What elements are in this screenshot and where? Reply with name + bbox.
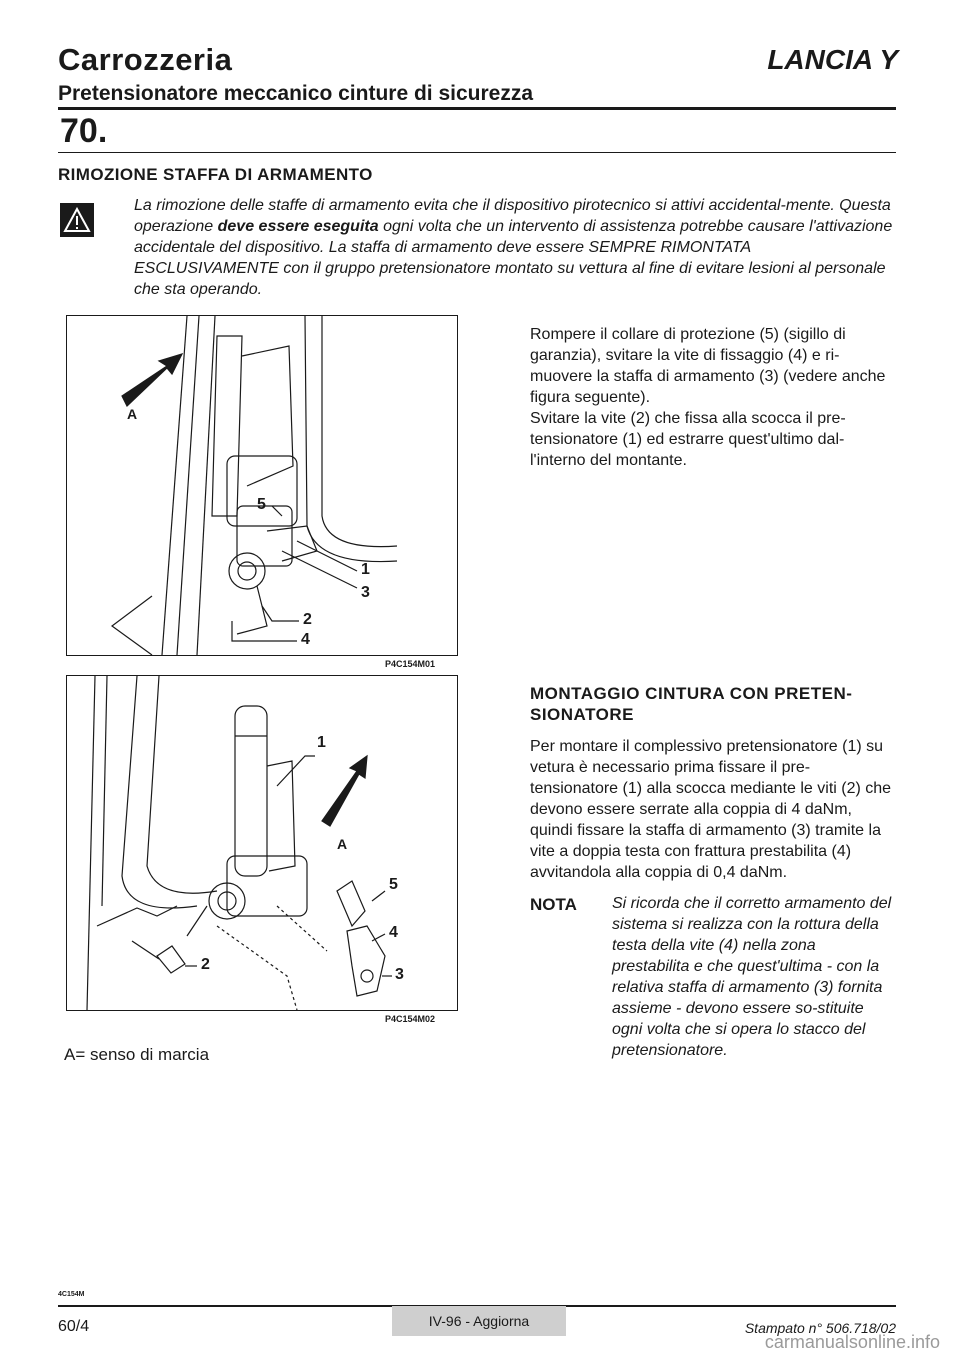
fig2-label-4: 4: [389, 924, 398, 941]
fig1-label-4: 4: [301, 631, 310, 648]
footer-code: 4C154M: [58, 1291, 85, 1298]
mounting-instructions: Per montare il complessivo pretensionatore (1) su vetura è necessario prima fissare il pre-tensionatore (1) alla scocca mediante le viti (2) che devono essere serrate alla coppia di 4 daNm, quindi fissare la staffa di armamento (3) tramite la vite a doppia testa con frattura prestabilita (4) avvitandola alla coppia di 0,4 daNm.: [530, 738, 892, 881]
warning-text: La rimozione delle staffe di armamento evita che il dispositivo pirotecnico si attivi accidental-mente. Questa operazione deve essere eseguita ogni volta che un intervento di assistenza potrebbe causare l'attivazione accidentale del dispositivo. La staffa di armamento deve essere SEMPRE RIMONTATA ESCLUSIVAMENTE con il gruppo pretensionatore montato su vettura al fine di evitare lesioni al personale che sta operando.: [134, 197, 893, 298]
figure2-code: P4C154M02: [385, 1014, 436, 1024]
fig1-label-3: 3: [361, 584, 370, 601]
fig1-label-1: 1: [361, 561, 370, 578]
print-reference: Stampato n° 506.718/02: [744, 1320, 896, 1336]
fig1-label-a: A: [127, 406, 138, 422]
removal-instructions: [530, 324, 896, 471]
fig1-label-2: 2: [303, 611, 312, 628]
figure1-code: P4C154M01: [385, 659, 436, 669]
figure-pretensioner-mounting: [66, 675, 458, 1011]
fig2-label-1: 1: [317, 734, 326, 751]
update-label: IV-96 - Aggiorna: [428, 1313, 530, 1329]
warning-triangle-icon: [60, 203, 94, 237]
removal-paragraph-1: Rompere il collare di protezione (5) (sigillo di garanzia), svitare la vite di fissaggio (4) e ri-muovere la staffa di armamento (3) (vedere anche figura seguente).: [530, 326, 886, 406]
figure-caption: A= senso di marcia: [64, 1045, 210, 1064]
nota-label: NOTA: [530, 895, 577, 914]
fig1-label-5: 5: [257, 496, 266, 513]
header-rule: [58, 107, 896, 110]
section-rule: [58, 152, 896, 153]
section-number: 70.: [60, 112, 108, 150]
fig2-label-a: A: [337, 836, 348, 852]
rimozione-heading: RIMOZIONE STAFFA DI ARMAMENTO: [58, 165, 373, 184]
section-title: Carrozzeria: [58, 42, 233, 77]
watermark: carmanualsonline.info: [764, 1332, 940, 1352]
page-subtitle: Pretensionatore meccanico cinture di sicurezza: [58, 82, 534, 105]
removal-paragraph-2: Svitare la vite (2) che fissa alla scocca il pre-tensionatore (1) ed estrarre quest'ultimo dal-l'interno del montante.: [530, 410, 846, 469]
montaggio-heading: MONTAGGIO CINTURA CON PRETEN-SIONATORE: [530, 684, 853, 724]
fig2-label-3: 3: [395, 966, 404, 983]
brand-title: LANCIA Y: [767, 44, 898, 75]
figure-pretensioner-removal: [66, 315, 458, 656]
fig2-label-2: 2: [201, 956, 210, 973]
fig2-label-5: 5: [389, 876, 398, 893]
nota-text: Si ricorda che il corretto armamento del sistema si realizza con la rottura della testa della vite (4) nella zona prestabilita e che quest'ultima - con la relativa staffa di armamento (3) fornita assieme - devono essere so-stituite ogni volta che si opera lo stacco del pretensionatore.: [612, 895, 892, 1059]
page-number: 60/4: [58, 1318, 90, 1335]
